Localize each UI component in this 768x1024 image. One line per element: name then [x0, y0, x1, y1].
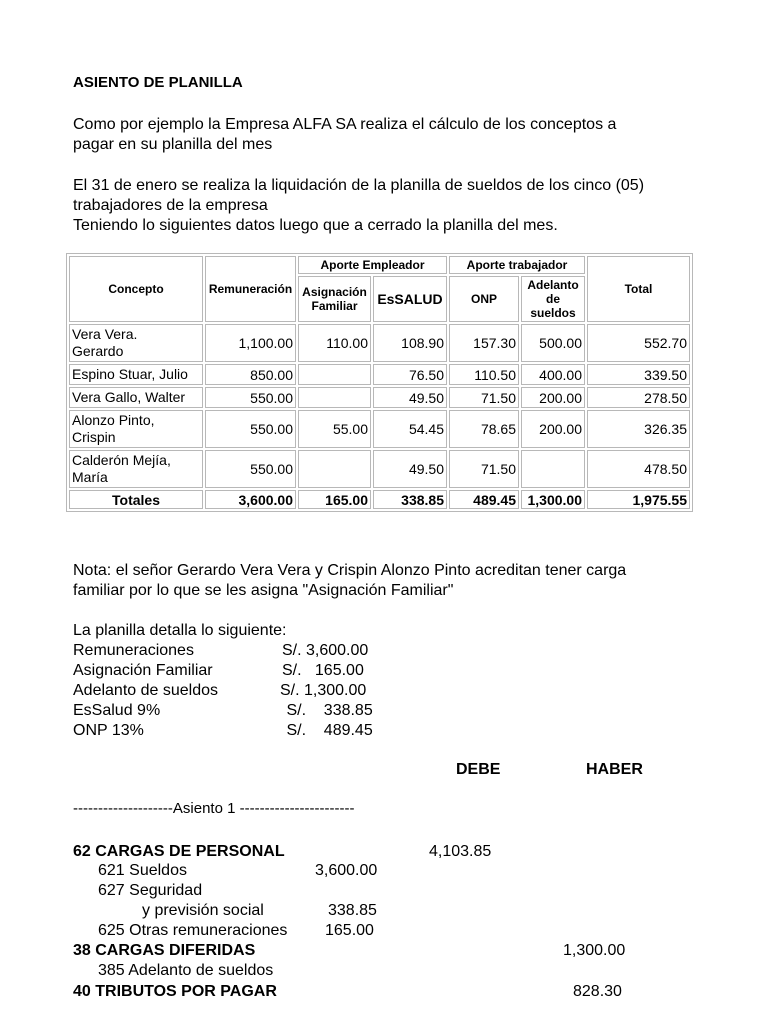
header-adelanto-line: sueldos	[530, 306, 576, 320]
header-asignacion-line: Familiar	[311, 299, 358, 313]
account-38-label: 38 CARGAS DIFERIDAS	[73, 942, 256, 959]
haber-header: HABER	[586, 761, 643, 778]
cell-essalud: 54.45	[373, 410, 447, 448]
header-onp: ONP	[449, 276, 519, 322]
planilla-item-label: ONP 13%	[73, 722, 144, 739]
note-paragraph	[73, 561, 626, 601]
employee-name-line: Gerardo	[72, 343, 124, 359]
intro-line: Como por ejemplo la Empresa ALFA SA realiza el cálculo de los conceptos a	[73, 116, 617, 133]
cell-adelanto	[521, 450, 585, 488]
employee-name-line: Vera Gallo, Walter	[72, 389, 186, 405]
total-onp: 489.45	[449, 490, 519, 509]
asiento-header: --------------------Asiento 1 -----------------------	[73, 800, 355, 817]
account-621-value: 3,600.00	[315, 862, 378, 879]
cell-total: 339.50	[587, 364, 690, 385]
total-adelanto: 1,300.00	[521, 490, 585, 509]
table-row	[69, 410, 690, 448]
cell-remuneracion: 550.00	[205, 410, 296, 448]
planilla-item-label: Adelanto de sueldos	[73, 682, 218, 699]
header-total: Total	[587, 256, 690, 322]
cell-asignacion	[298, 387, 371, 408]
planilla-item-value: S/. 3,600.00	[282, 642, 369, 659]
planilla-item-value: S/. 1,300.00	[280, 682, 367, 699]
account-62-label: 62 CARGAS DE PERSONAL	[73, 843, 285, 860]
total-essalud: 338.85	[373, 490, 447, 509]
planilla-item-value: S/. 489.45	[282, 722, 373, 739]
account-627-label: 627 Seguridad	[98, 882, 203, 899]
note-line: familiar por lo que se les asigna "Asignación Familiar"	[73, 582, 454, 599]
cell-adelanto: 200.00	[521, 410, 585, 448]
planilla-intro: La planilla detalla lo siguiente:	[73, 622, 287, 639]
header-adelanto-line: Adelanto	[527, 278, 579, 292]
planilla-item-label: EsSalud 9%	[73, 702, 161, 719]
cell-asignacion: 110.00	[298, 324, 371, 362]
header-aporte-empleador: Aporte Empleador	[298, 256, 447, 274]
employee-name-line: Crispin	[72, 429, 116, 445]
cell-asignacion	[298, 450, 371, 488]
account-627-label-2: y previsión social	[142, 902, 264, 919]
cell-remuneracion: 550.00	[205, 450, 296, 488]
total-remuneracion: 3,600.00	[205, 490, 296, 509]
note-line: Nota: el señor Gerardo Vera Vera y Crispin Alonzo Pinto acreditan tener carga	[73, 562, 627, 579]
intro-paragraph	[73, 115, 616, 155]
table-row	[69, 364, 690, 385]
intro2-line: Teniendo lo siguientes datos luego que a cerrado la planilla del mes.	[73, 217, 558, 234]
employee-name-line: Vera Vera.	[72, 326, 138, 342]
cell-total: 552.70	[587, 324, 690, 362]
account-625-value: 165.00	[325, 922, 374, 939]
header-concepto: Concepto	[69, 256, 203, 322]
cell-adelanto: 500.00	[521, 324, 585, 362]
cell-total: 326.35	[587, 410, 690, 448]
total-total: 1,975.55	[587, 490, 690, 509]
table-row	[69, 387, 690, 408]
cell-essalud: 49.50	[373, 387, 447, 408]
header-aporte-trabajador: Aporte trabajador	[449, 256, 585, 274]
intro2-line: El 31 de enero se realiza la liquidación de la planilla de sueldos de los cinco (05)	[73, 177, 645, 194]
total-asignacion: 165.00	[298, 490, 371, 509]
account-40-label: 40 TRIBUTOS POR PAGAR	[73, 983, 277, 1000]
cell-adelanto: 400.00	[521, 364, 585, 385]
cell-remuneracion: 850.00	[205, 364, 296, 385]
header-adelanto-line: de	[545, 292, 560, 306]
cell-total: 278.50	[587, 387, 690, 408]
planilla-item-label: Asignación Familiar	[73, 662, 213, 679]
cell-essalud: 76.50	[373, 364, 447, 385]
header-asignacion	[298, 276, 371, 322]
employee-name	[69, 450, 203, 488]
cell-onp: 78.65	[449, 410, 519, 448]
document-title: ASIENTO DE PLANILLA	[73, 74, 243, 91]
header-adelanto	[521, 276, 585, 322]
account-62-debe: 4,103.85	[429, 843, 492, 860]
account-38-haber: 1,300.00	[563, 942, 626, 959]
employee-name	[69, 387, 203, 408]
cell-remuneracion: 550.00	[205, 387, 296, 408]
table-row	[69, 450, 690, 488]
cell-onp: 71.50	[449, 450, 519, 488]
account-385-label: 385 Adelanto de sueldos	[98, 962, 274, 979]
account-627-value: 338.85	[328, 902, 377, 919]
cell-total: 478.50	[587, 450, 690, 488]
account-40-haber: 828.30	[573, 983, 622, 1000]
intro-paragraph-2	[73, 176, 644, 236]
employee-name	[69, 364, 203, 385]
planilla-item-value: S/. 338.85	[282, 702, 373, 719]
cell-asignacion	[298, 364, 371, 385]
planilla-item-value: S/. 165.00	[282, 662, 364, 679]
employee-name-line: Espino Stuar, Julio	[72, 366, 188, 382]
cell-onp: 71.50	[449, 387, 519, 408]
employee-name	[69, 410, 203, 448]
account-621-label: 621 Sueldos	[98, 862, 187, 879]
employee-name-line: Alonzo Pinto,	[72, 412, 155, 428]
intro2-line: trabajadores de la empresa	[73, 197, 268, 214]
cell-adelanto: 200.00	[521, 387, 585, 408]
totals-row	[69, 490, 690, 509]
header-remuneracion: Remuneración	[205, 256, 296, 322]
cell-essalud: 108.90	[373, 324, 447, 362]
employee-name-line: Calderón Mejía,	[72, 452, 171, 468]
totals-label: Totales	[69, 490, 203, 509]
cell-onp: 157.30	[449, 324, 519, 362]
employee-name-line: María	[72, 469, 108, 485]
cell-asignacion: 55.00	[298, 410, 371, 448]
debe-header: DEBE	[456, 761, 501, 778]
cell-onp: 110.50	[449, 364, 519, 385]
cell-essalud: 49.50	[373, 450, 447, 488]
intro-line: pagar en su planilla del mes	[73, 136, 273, 153]
payroll-table	[66, 253, 693, 512]
header-asignacion-line: Asignación	[302, 285, 367, 299]
planilla-item-label: Remuneraciones	[73, 642, 194, 659]
account-625-label: 625 Otras remuneraciones	[98, 922, 288, 939]
header-essalud: EsSALUD	[373, 276, 447, 322]
employee-name	[69, 324, 203, 362]
table-row	[69, 324, 690, 362]
cell-remuneracion: 1,100.00	[205, 324, 296, 362]
